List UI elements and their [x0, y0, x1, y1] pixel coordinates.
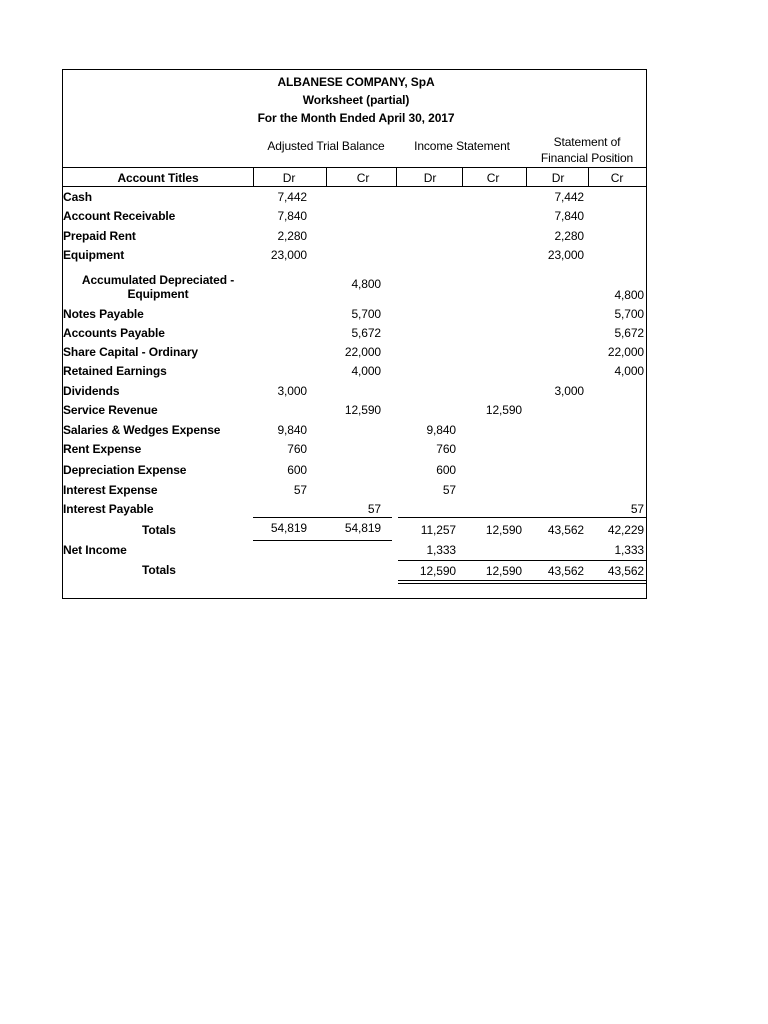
account-label: Dividends — [63, 384, 120, 398]
totals-bottom-rule — [253, 540, 392, 541]
group-income-statement: Income Statement — [414, 139, 510, 153]
totals2-top-rule — [398, 560, 647, 561]
account-label: Depreciation Expense — [63, 463, 187, 477]
cell-atb-dr: 7,840 — [277, 209, 307, 223]
cell-atb-dr: 57 — [293, 483, 307, 497]
cell-is-dr: 600 — [436, 463, 456, 477]
col-divider — [253, 167, 254, 186]
cell-is-dr: 57 — [442, 483, 456, 497]
cell-is-dr: 760 — [436, 442, 456, 456]
worksheet-title: Worksheet (partial) — [302, 93, 410, 107]
cell-is-cr: 12,590 — [485, 403, 522, 417]
cell-is-dr: 9,840 — [426, 423, 456, 437]
totals2-double-rule-1 — [398, 580, 647, 581]
net-income-sfp-cr: 1,333 — [614, 543, 644, 557]
company-name: ALBANESE COMPANY, SpA — [277, 75, 435, 89]
col-atb-dr: Dr — [282, 171, 296, 185]
col-sfp-dr: Dr — [551, 171, 565, 185]
account-label: Account Receivable — [63, 209, 176, 223]
net-income-label: Net Income — [63, 543, 127, 557]
cell-sfp-dr: 7,442 — [554, 190, 584, 204]
account-label: Salaries & Wedges Expense — [63, 423, 221, 437]
col-divider — [326, 167, 327, 186]
totals-top-rule-is-sfp — [398, 517, 647, 518]
totals-top-rule-atb — [253, 517, 392, 518]
group-adjusted-trial-balance: Adjusted Trial Balance — [267, 139, 385, 153]
totals-label: Totals — [142, 523, 176, 537]
cell-sfp-dr: 2,280 — [554, 229, 584, 243]
totals2-sfp-dr: 43,562 — [547, 564, 584, 578]
cell-atb-dr: 7,442 — [277, 190, 307, 204]
cell-sfp-cr: 4,000 — [614, 364, 644, 378]
account-label: Equipment — [63, 248, 125, 262]
col-is-dr: Dr — [423, 171, 437, 185]
cell-sfp-cr: 57 — [630, 502, 644, 516]
cell-atb-dr: 9,840 — [277, 423, 307, 437]
col-account-titles: Account Titles — [117, 171, 199, 185]
cell-atb-cr: 4,800 — [351, 277, 381, 291]
account-label: Notes Payable — [63, 307, 144, 321]
totals2-is-cr: 12,590 — [485, 564, 522, 578]
totals2-is-dr: 12,590 — [419, 564, 456, 578]
account-label: Equipment — [127, 287, 189, 301]
cell-atb-cr: 12,590 — [344, 403, 381, 417]
col-is-cr: Cr — [486, 171, 500, 185]
column-header-rule — [63, 186, 647, 187]
col-divider — [588, 167, 589, 186]
totals-atb-cr: 54,819 — [344, 521, 381, 535]
cell-atb-cr: 22,000 — [344, 345, 381, 359]
net-income-is-dr: 1,333 — [426, 543, 456, 557]
totals-sfp-dr: 43,562 — [547, 523, 584, 537]
account-label: Interest Expense — [63, 483, 158, 497]
totals-atb-dr: 54,819 — [270, 521, 307, 535]
group-sfp-line1: Statement of — [553, 135, 621, 149]
cell-atb-dr: 23,000 — [270, 248, 307, 262]
group-sfp-line2: Financial Position — [540, 151, 634, 165]
cell-sfp-cr: 22,000 — [607, 345, 644, 359]
cell-atb-cr: 5,700 — [351, 307, 381, 321]
cell-sfp-dr: 23,000 — [547, 248, 584, 262]
account-label: Interest Payable — [63, 502, 154, 516]
cell-sfp-cr: 5,672 — [614, 326, 644, 340]
col-divider — [396, 167, 397, 186]
totals2-double-rule-2 — [398, 583, 647, 584]
totals-sfp-cr: 42,229 — [607, 523, 644, 537]
cell-sfp-cr: 4,800 — [614, 288, 644, 302]
worksheet-period: For the Month Ended April 30, 2017 — [257, 111, 455, 125]
cell-atb-cr: 5,672 — [351, 326, 381, 340]
cell-atb-dr: 600 — [287, 463, 307, 477]
cell-sfp-cr: 5,700 — [614, 307, 644, 321]
cell-atb-dr: 760 — [287, 442, 307, 456]
col-atb-cr: Cr — [356, 171, 370, 185]
account-label: Retained Earnings — [63, 364, 167, 378]
account-label: Service Revenue — [63, 403, 158, 417]
cell-atb-dr: 2,280 — [277, 229, 307, 243]
col-divider — [526, 167, 527, 186]
account-label: Prepaid Rent — [63, 229, 136, 243]
totals-is-cr: 12,590 — [485, 523, 522, 537]
cell-atb-cr: 4,000 — [351, 364, 381, 378]
account-label: Rent Expense — [63, 442, 142, 456]
account-label: Accumulated Depreciated - — [81, 273, 235, 287]
totals2-label: Totals — [142, 563, 176, 577]
header-rule — [63, 167, 647, 168]
cell-atb-dr: 3,000 — [277, 384, 307, 398]
account-label: Share Capital - Ordinary — [63, 345, 198, 359]
col-sfp-cr: Cr — [610, 171, 624, 185]
cell-sfp-dr: 3,000 — [554, 384, 584, 398]
cell-sfp-dr: 7,840 — [554, 209, 584, 223]
totals2-sfp-cr: 43,562 — [607, 564, 644, 578]
cell-atb-cr: 57 — [367, 502, 381, 516]
account-label: Accounts Payable — [63, 326, 165, 340]
totals-is-dr: 11,257 — [420, 523, 456, 537]
col-divider — [462, 167, 463, 186]
account-label: Cash — [63, 190, 92, 204]
